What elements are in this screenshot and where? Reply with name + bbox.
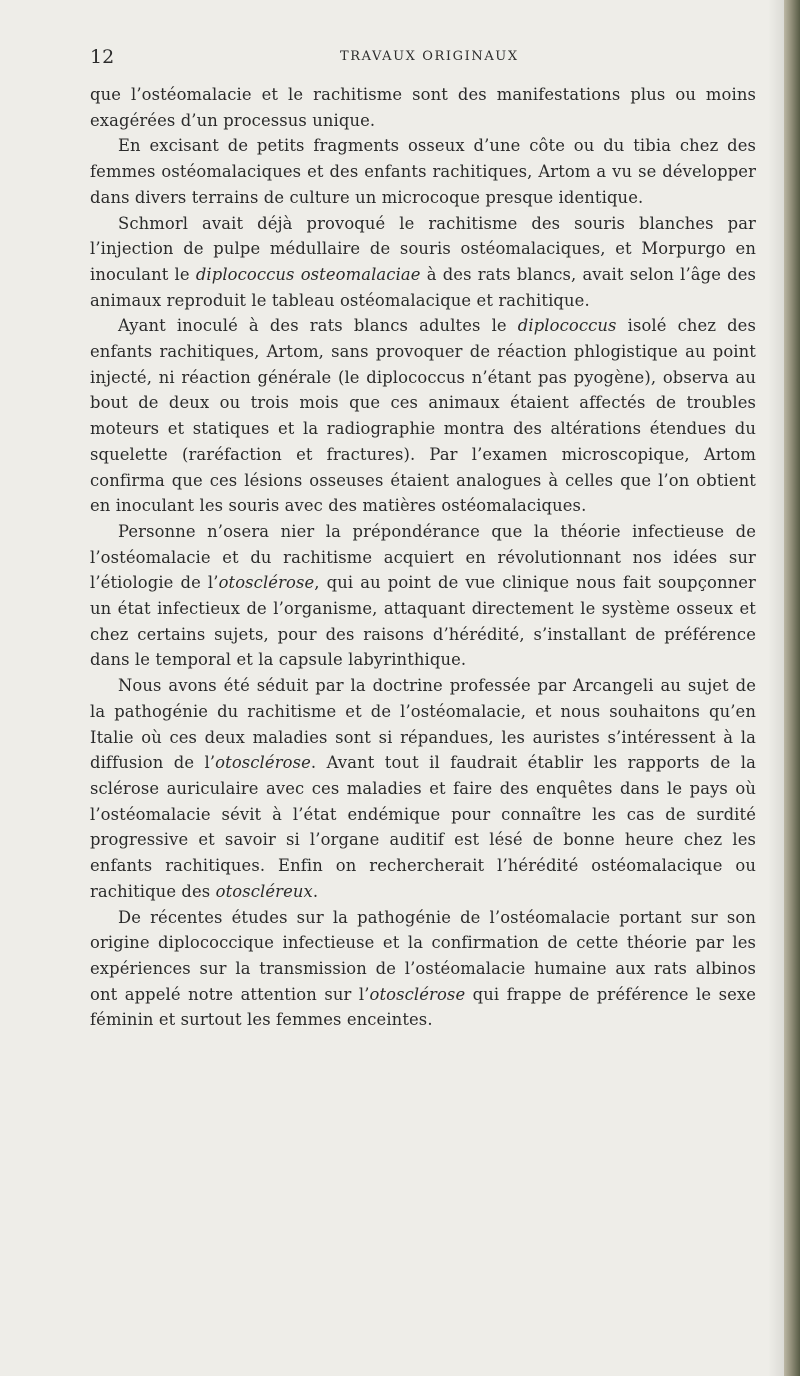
- paragraph-5-text-1: Personne n’osera nier la prépondérance que la théorie infectieuse de l’ostéomalacie et du rachitisme acquiert en révolutionnant nos idées sur l’étiologie de l’: [90, 521, 756, 593]
- paragraph-7-text-1: De récentes études sur la pathogénie de l’ostéomalacie portant sur son origine diplococcique infectieuse et la confirmation de cette théorie par les expériences sur la transmission de l’ostéomalacie humaine aux rats albinos ont appelé notre attention sur l’: [90, 907, 756, 1004]
- italic-diplococcus-osteomalaciae: diplococcus osteomalaciae: [195, 264, 421, 284]
- italic-otosclerose-3: otosclérose: [369, 984, 466, 1004]
- paragraph-2-text: En excisant de petits fragments osseux d’une côte ou du tibia chez des femmes ostéomalaciques et des enfants rachitiques, Artom a vu se développer dans divers terrains de culture un microcoque presque identique.: [90, 136, 756, 207]
- paragraph-1-text: que l’ostéomalacie et le rachitisme sont des manifestations plus ou moins exagérées d’un processus unique.: [90, 85, 756, 130]
- paragraph-6-text-1: Nous avons été séduit par la doctrine professée par Arcangeli au sujet de la pathogénie du rachitisme et de l’ostéomalacie, et nous souhaitons qu’en Italie où ces deux maladies sont si répandues, les auristes s’intéressent à la diffusion de l’: [90, 676, 756, 773]
- page-edge: [784, 0, 800, 1376]
- italic-otosclerose-1: otosclérose: [218, 573, 315, 593]
- italic-otosclerose-2: otosclérose: [215, 753, 311, 773]
- paragraph-2: [90, 133, 756, 210]
- paragraph-5: [90, 519, 756, 673]
- paragraph-3-text-1: Schmorl avait déjà provoqué le rachitisme des souris blanches par l’injection de pulpe médullaire de souris ostéomalaciques, et Morpurgo en inoculant le: [90, 213, 756, 284]
- italic-otoscleureux: otoscléreux: [215, 881, 313, 901]
- page-number: 12: [90, 46, 115, 68]
- paragraph-4-text-2: isolé chez des enfants rachitiques, Artom, sans provoquer de réaction phlogistique au point injecté, ni réaction générale (le diplococcus n’étant pas pyogène), observa au bout de deux ou trois mois que ces animaux étaient affectés de troubles moteurs et statiques et la radiographie montra des altérations étendues du squelette (raréfaction et fractures). Par l’examen microscopique, Artom confirma que ces lésions osseuses étaient analogues à celles que l’on obtient en inoculant les souris avec des matières ostéomalaciques.: [90, 316, 756, 516]
- paragraph-7-text-2: qui frappe de préférence le sexe féminin et surtout les femmes enceintes.: [90, 984, 756, 1030]
- paragraph-6-text-3: .: [312, 881, 319, 901]
- paragraph-3-text-2: à des rats blancs, avait selon l’âge des animaux reproduit le tableau ostéomalacique et rachitique.: [90, 264, 757, 310]
- paragraph-3: [90, 211, 756, 314]
- paragraph-1: [90, 82, 756, 133]
- running-head: TRAVAUX ORIGINAUX: [340, 49, 519, 64]
- paragraph-6: [90, 673, 756, 904]
- paragraph-4-text-1: Ayant inoculé à des rats blancs adultes le: [118, 316, 518, 336]
- body-text: [90, 82, 756, 1033]
- page-header: [90, 44, 756, 70]
- paragraph-4: [90, 313, 756, 519]
- paragraph-7: [90, 905, 756, 1034]
- paragraph-6-text-2: . Avant tout il faudrait établir les rapports de la sclérose auriculaire avec ces maladies et faire des enquêtes dans le pays où l’ostéomalacie sévit à l’état endémique pour connaître les cas de surdité progressive et savoir si l’organe auditif est lésé de bonne heure chez les enfants rachitiques. Enfin on rechercherait l’hérédité ostéomalacique ou rachitique des: [90, 753, 756, 901]
- paragraph-5-text-2: , qui au point de vue clinique nous fait soupçonner un état infectieux de l’organisme, attaquant directement le système osseux et chez certains sujets, pour des raisons d’hérédité, s’installant de préférence dans le temporal et la capsule labyrinthique.: [90, 573, 756, 670]
- page-shadow: [768, 0, 784, 1376]
- italic-diplococcus: diplococcus: [517, 316, 617, 336]
